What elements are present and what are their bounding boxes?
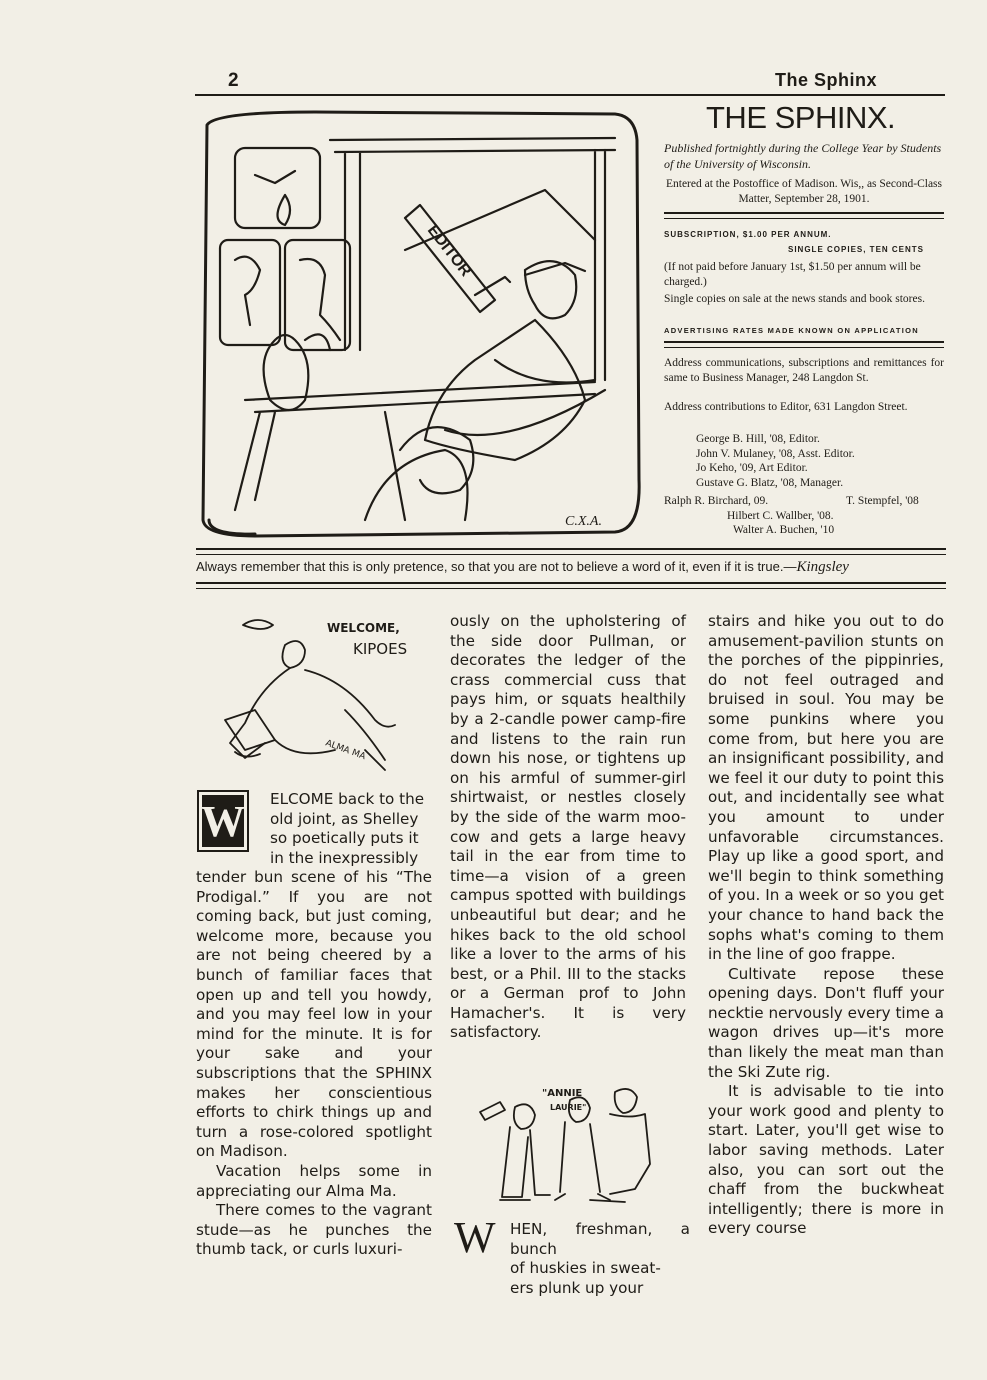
welcome-caption-2: KIPOES xyxy=(353,640,408,658)
address-contributions: Address contributions to Editor, 631 Langdon Street. xyxy=(664,401,908,413)
col1-paragraph-3: There comes to the vagrant stude—as he punches the thumb tack, or curls luxuri- xyxy=(196,1201,432,1259)
col2-line-1: HEN, freshman, a bunch xyxy=(510,1220,690,1258)
info-divider xyxy=(664,341,944,348)
col3-paragraph-2: Cultivate repose these opening days. Don't fluff your necktie nervously every time a wagon drives up—it's more than likely the meat man than the Ski Zute rig. xyxy=(708,964,944,1081)
not-paid-note: (If not paid before January 1st, $1.50 per annum will be charged.) xyxy=(664,261,921,288)
column-1 xyxy=(196,868,432,1260)
header-rule xyxy=(195,94,945,96)
single-copies-line: SINGLE COPIES, TEN CENTS xyxy=(788,245,925,254)
col2-line-3: ers plunk up your xyxy=(510,1278,644,1297)
staff-manager: Gustave G. Blatz, '08, Manager. xyxy=(696,477,844,489)
staff-wallber: Hilbert C. Wallber, '08. xyxy=(727,510,834,522)
masthead-title: THE SPHINX. xyxy=(706,100,896,135)
published-line: Published fortnightly during the College Year by Students of the University of Wisconsin. xyxy=(664,141,942,171)
column-2 xyxy=(450,612,686,1043)
col1-line-3: so poetically puts it xyxy=(270,829,419,848)
staff-art-editor: Jo Keho, '09, Art Editor. xyxy=(696,462,808,474)
col1-paragraph-2: Vacation helps some in appreciating our Alma Ma. xyxy=(196,1161,432,1200)
col1-line-4: in the inexpressibly xyxy=(270,848,419,867)
col2-closing-lines xyxy=(486,1220,690,1298)
col2-paragraph-1: ously on the upholstering of the side door Pullman, or decorates the ledger of the crass commercial cuss that pays him, or squats healthily by a 2-candle power camp-fire and listens to the rain run down his nose, or tightens up on his armful of summer-girl shirtwaist, or nestles closely by the side of the warm moo-cow and gets a large heavy tail in the ear from time to time—a vision of a green campus spotted with buildings unbeautiful but dear; and he hikes back to the old school like a lover to the arms of his best, or a Phil. III to the stacks or a German prof to John Hamacher's. It is very satisfactory. xyxy=(450,612,686,1042)
dropcap-w-col1: W xyxy=(197,790,249,852)
annie-caption-1: "ANNIE xyxy=(542,1088,583,1099)
quote-attribution: Kingsley xyxy=(796,559,849,575)
entered-line: Entered at the Postoffice of Madison. Wis,, as Second-Class Matter, September 28, 1901. xyxy=(665,178,943,205)
quote-bottom-rule xyxy=(196,582,946,589)
col3-paragraph-1: stairs and hike you out to do amusement-pavilion stunts on the porches of the pippinries, do not feel outraged and bruised in soul. You may be some punkins where you come from, but here you are an insignificant possibility, and we feel it our duty to point this out, and incidentally see what you amount to under unfavorable circumstances. Play up like a good sport, and we'll begin to think something of you. In a week or so you get your chance to hand back the sophs what's coming to them in the line of goo frappe. xyxy=(708,612,944,964)
col1-line-1: ELCOME back to the xyxy=(270,790,425,808)
staff-buchen: Walter A. Buchen, '10 xyxy=(733,524,835,536)
address-communications: Address communications, subscriptions and remittances for same to Business Manager, 248 Langdon St. xyxy=(664,357,944,384)
page-number: 2 xyxy=(228,70,239,91)
col3-paragraph-3: It is advisable to tie into your work good and plenty to start. Later, you'll get wise to labor saving methods. Later also, you can sort out the chaff from the buckwheat intelligently; there is more in every course xyxy=(708,1082,944,1238)
staff-editor: George B. Hill, '08, Editor. xyxy=(696,433,820,445)
on-sale-note: Single copies on sale at the news stands and book stores. xyxy=(664,293,925,305)
quote-text: Always remember that this is only pretence, so that you are not to believe a word of it, even if it is true. xyxy=(196,559,784,574)
welcome-tag: ALMA MA xyxy=(323,738,367,763)
quote-top-rule xyxy=(196,548,946,555)
staff-stempfel: T. Stempfel, '08 xyxy=(846,495,919,507)
masthead-divider xyxy=(664,212,944,219)
kingsley-quote: Always remember that this is only pretence, so that you are not to believe a word of it, even if it is true.—Kingsley xyxy=(196,559,849,575)
col1-line-2: old joint, as Shelley xyxy=(270,809,419,828)
column-3 xyxy=(708,612,944,1239)
dropcap-w-col2: W xyxy=(454,1213,496,1262)
col2-line-2: of huskies in sweat- xyxy=(510,1259,661,1278)
advertising-line: ADVERTISING RATES MADE KNOWN ON APPLICATION xyxy=(664,326,919,335)
welcome-caption-1: WELCOME, xyxy=(327,621,400,635)
staff-asst-editor: John V. Mulaney, '08, Asst. Editor. xyxy=(696,448,855,460)
staff-birchard: Ralph R. Birchard, 09. xyxy=(664,495,769,507)
editor-illustration xyxy=(195,100,655,545)
plate-signature: C.X.A. xyxy=(565,514,602,529)
running-title: The Sphinx xyxy=(775,70,878,90)
annie-laurie-illustration xyxy=(470,1082,670,1212)
col1-paragraph-1: tender bun scene of his “The Prodigal.” If you are not coming back, but just coming, welcome more, because you are not being cheered by a bunch of familiar faces that open up and tell you howdy, and you may feel low in your mind for the minute. It is for your sake and your subscriptions that the SPHINX makes her conscientious efforts to chirk things up and turn a rose-colored spotlight on Madison. xyxy=(196,868,432,1161)
col1-opening-lines xyxy=(270,790,430,868)
plate-tablet-label: EDITOR xyxy=(423,221,475,280)
subscription-line: SUBSCRIPTION, $1.00 PER ANNUM. xyxy=(664,230,832,239)
welcome-kipoes-illustration xyxy=(215,610,435,780)
annie-caption-2: LAURIE" xyxy=(550,1103,587,1112)
